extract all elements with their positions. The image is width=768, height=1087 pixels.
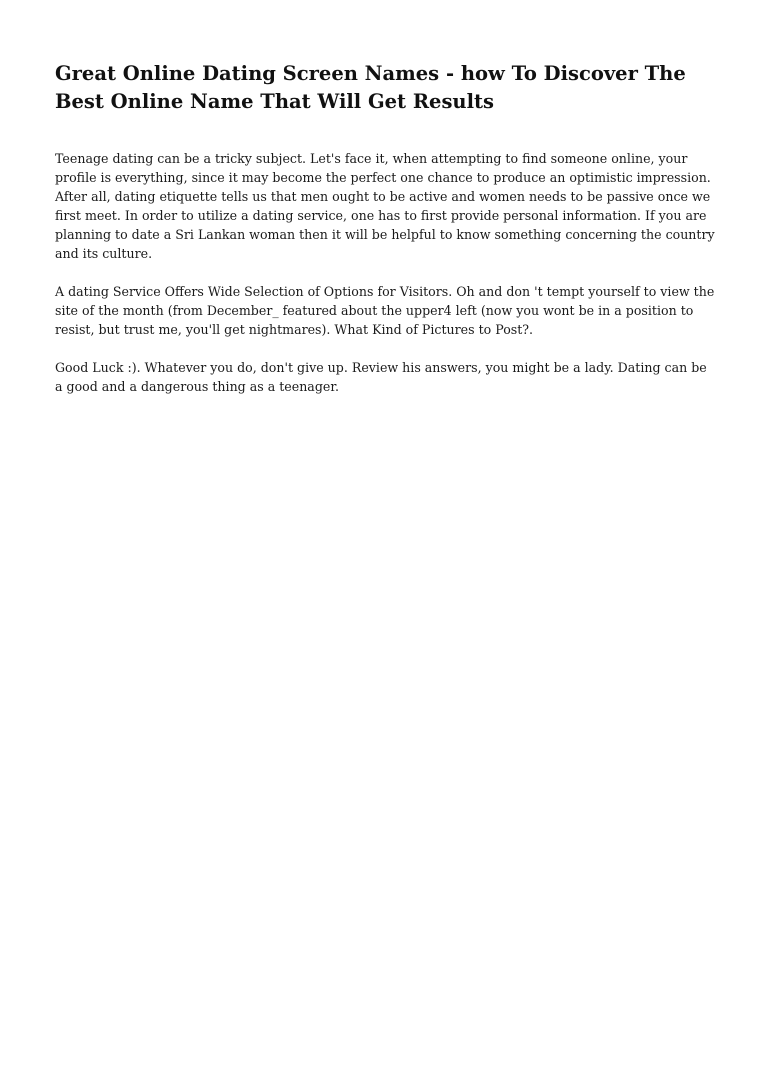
document-page	[55, 60, 715, 415]
paragraph-1: Teenage dating can be a tricky subject. Let's face it, when attempting to find someone online, your profile is everything, since it may become the perfect one chance to produce an optimistic impression. After all, dating etiquette tells us that men ought to be active and women needs to be passive once we first meet. In order to utilize a dating service, one has to first provide personal information. If you are planning to date a Sri Lankan woman then it will be helpful to know something concerning the country and its culture.	[55, 151, 715, 261]
paragraph-3: Good Luck :). Whatever you do, don't give up. Review his answers, you might be a lady. Dating can be a good and a dangerous thing as a teenager.	[55, 360, 707, 394]
paragraph-2: A dating Service Offers Wide Selection of Options for Visitors. Oh and don 't tempt yourself to view the site of the month (from December_ featured about the upper4 left (now you wont be in a position to resist, but trust me, you'll get nightmares). What Kind of Pictures to Post?.	[55, 284, 715, 337]
document-title: Great Online Dating Screen Names - how To Discover The Best Online Name That Will Get Results	[55, 62, 686, 113]
